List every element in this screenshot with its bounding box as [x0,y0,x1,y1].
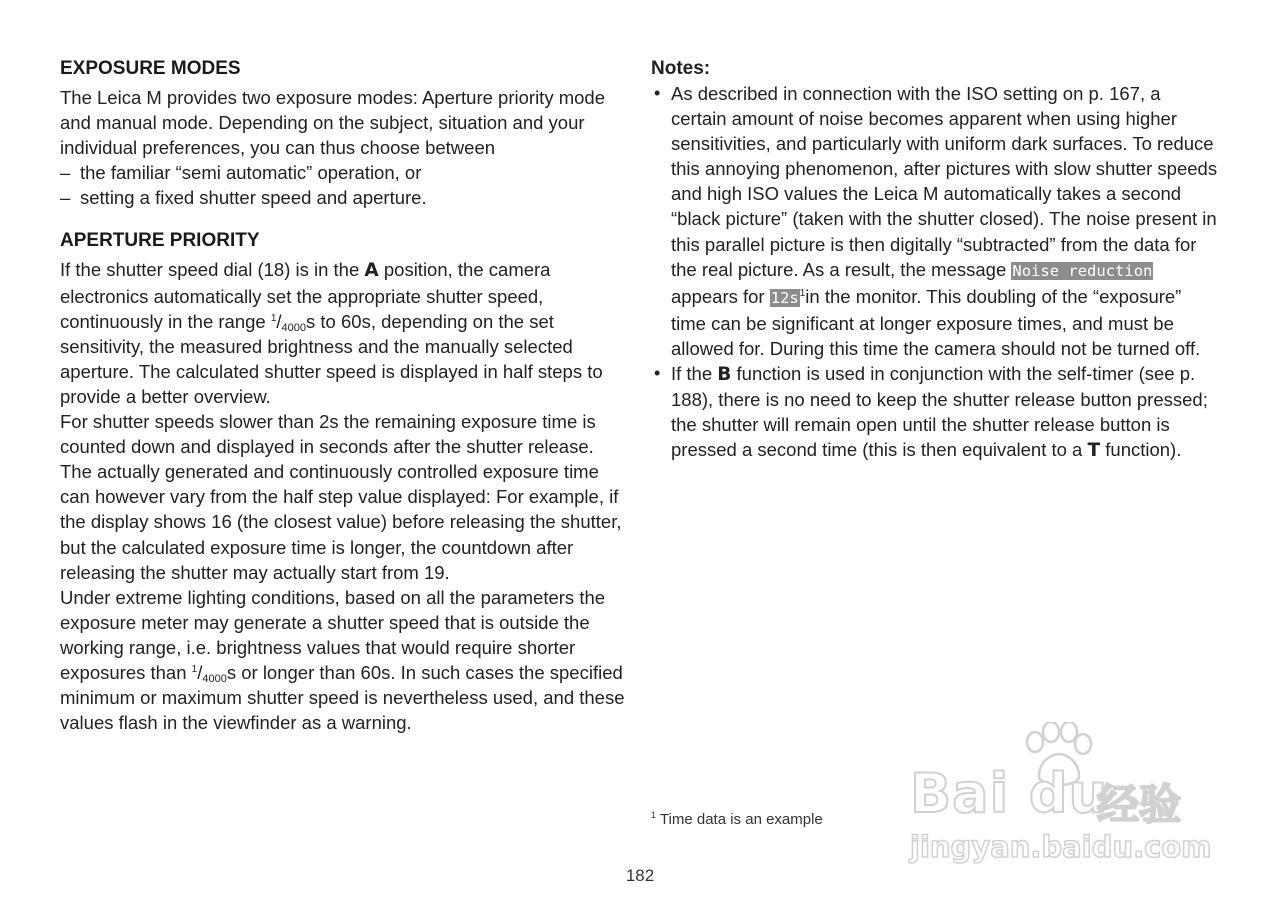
page-number: 182 [625,866,655,885]
left-column [60,56,630,735]
text-run: As described in connection with the ISO setting on p. 167, a certain amount of noise becomes apparent when using higher sensitivities, and particularly with uniform dark surfaces. To reduce this annoying phenomenon, after pictures with slow shutter speeds and high ISO values the Leica M automatically takes a second “black picture” (taken with the shutter closed). The noise present in this parallel picture is then digitally “subtracted” from the data for the real picture. As a result, the message [671,83,1218,280]
aperture-priority-paragraph-2: For shutter speeds slower than 2s the remaining exposure time is counted down and displayed in seconds after the shutter release. The actually generated and continuously controlled exposure time can however vary from the half step value displayed: For example, if the display shows 16 (the closest value) before releasing the shutter, but the calculated exposure time is longer, the countdown after releasing the shutter may actually start from 19. [60,411,622,583]
right-column [651,56,1221,463]
a-mode-symbol: A [364,260,379,282]
b-mode-symbol: B [717,364,732,386]
exposure-modes-heading: EXPOSURE MODES [60,58,241,79]
footnote-marker: 1 [651,810,657,820]
note-item [651,361,1221,463]
dash-marker: – [60,162,71,184]
aperture-priority-heading: APERTURE PRIORITY [60,230,260,252]
text-run: s to 60s, depending on the set sensitivity, the measured brightness and the manually selected aperture. The calculated shutter speed is displayed in half steps to provide a better overview. [60,310,603,407]
text-run: function). [1100,439,1182,461]
bullet-icon: • [654,363,661,384]
text-run: function is used in conjunction with the self-timer (see p. 188), there is no need to keep the shutter release button pressed; the shutter will remain open until the shutter release button is pressed a second time (this is then equivalent to a [671,363,1208,461]
footnote-text: Time data is an example [659,811,823,828]
text-run: position, the camera electronics automatically set the appropriate shutter speed, continuously in the range [60,259,551,332]
notes-title: Notes: [651,58,711,79]
footnote [651,811,823,828]
text-run: appears for [671,285,770,307]
aperture-priority-paragraph-1 [60,257,630,409]
watermark-brand: Bai du [910,762,1109,825]
footnote-reference: 1 [799,287,806,299]
text-run: Under extreme lighting conditions, based on all the parameters the exposure meter may generate a shutter speed that is outside the working range, i.e. brightness values that would require shorter exposures than [60,586,606,683]
note-item [651,81,1221,361]
fraction-slash: / [276,310,282,332]
fraction-denominator: 4000 [202,672,227,685]
exposure-modes-paragraph: The Leica M provides two exposure modes: Aperture priority mode and manual mode. Depending on the subject, situation and your individual preferences, you can thus choose between [60,87,605,159]
dash-marker: – [60,187,71,209]
watermark-chinese: 经验 [1097,780,1182,829]
t-mode-symbol: T [1087,440,1101,462]
fraction-slash: / [197,661,203,683]
option-text: setting a fixed shutter speed and aperture. [80,187,427,209]
fraction-denominator: 4000 [281,321,307,334]
text-run: If the shutter speed dial (18) is in the [60,259,365,281]
baidu-watermark [905,722,1210,872]
fraction-numerator: 1 [191,663,198,675]
text-run: in the monitor. This doubling of the “exposure” time can be significant at longer exposure times, and must be allowed for. During this time the camera should not be turned off. [671,285,1201,359]
fraction-numerator: 1 [270,312,277,324]
option-text: the familiar “semi automatic” operation, or [80,162,422,184]
watermark-url: jingyan.baidu.com [910,830,1212,864]
note-text [671,81,1221,361]
text-run: s or longer than 60s. In such cases the specified minimum or maximum shutter speed is nevertheless used, and these values flash in the viewfinder as a warning. [60,661,625,734]
option-item [60,160,630,185]
aperture-priority-paragraph-3 [60,585,630,736]
time-message: 12s [770,288,799,307]
note-text [671,361,1221,463]
bullet-icon: • [654,83,661,103]
option-item [60,185,630,210]
noise-reduction-message: Noise reduction [1012,261,1153,280]
text-run: If the [671,363,718,385]
